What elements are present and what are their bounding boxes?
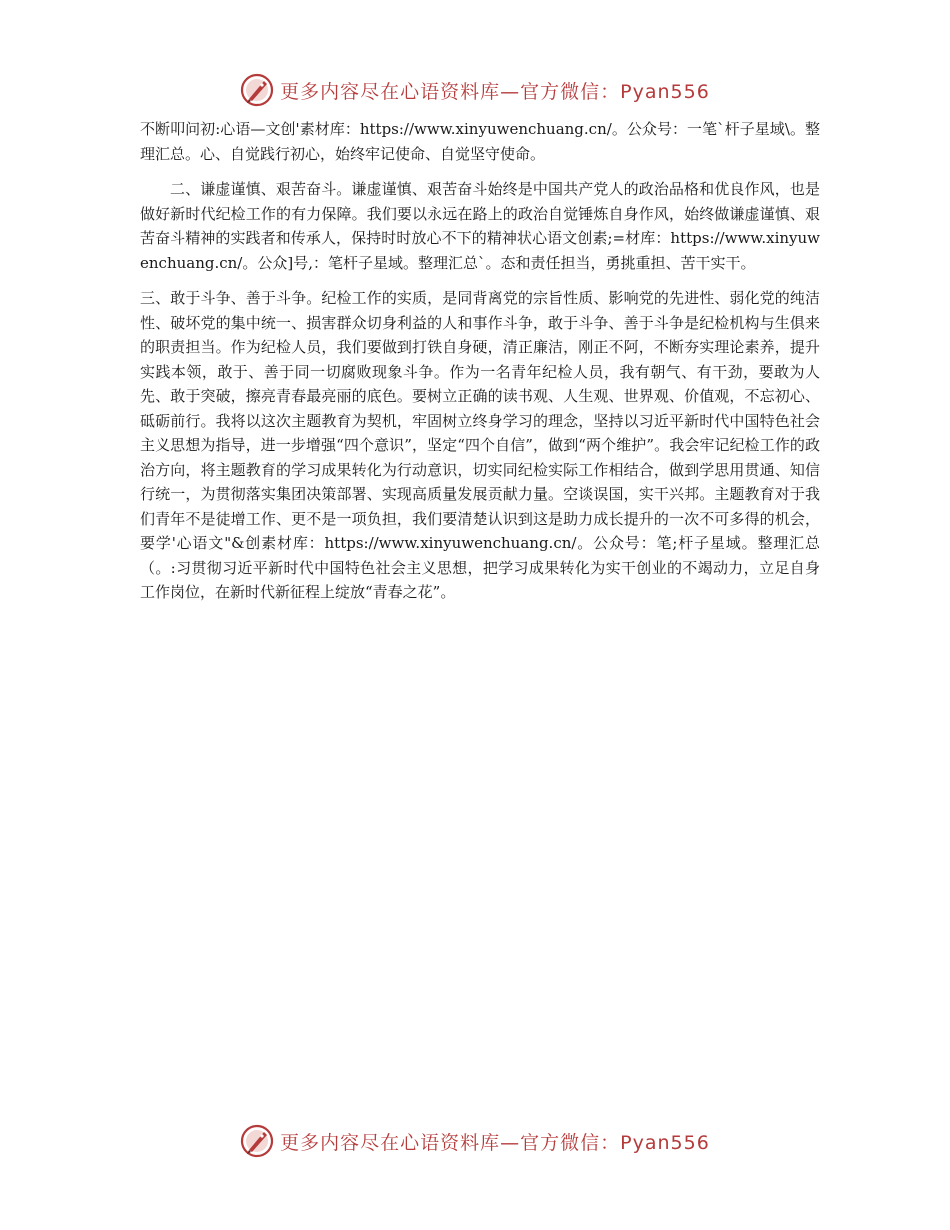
header-banner-inner xyxy=(240,73,710,107)
footer-banner-text: 更多内容尽在心语资料库—官方微信：Pyan556 xyxy=(280,1131,710,1154)
quill-pen-logo-icon xyxy=(240,1124,274,1158)
quill-pen-logo-icon xyxy=(240,73,274,107)
footer-banner xyxy=(0,1121,950,1161)
paragraph-1: 不断叩问初:心语—文创'素材库：https://www.xinyuwenchuang.cn/。公众号：一笔`杆子星域\。整理汇总。心、自觉践行初心，始终牢记使命、自觉坚守使命。 xyxy=(140,120,820,163)
footer-banner-inner xyxy=(240,1124,710,1158)
paragraph-2: 二、谦虚谨慎、艰苦奋斗。谦虚谨慎、艰苦奋斗始终是中国共产党人的政治品格和优良作风，也是做好新时代纪检工作的有力保障。我们要以永远在路上的政治自觉锤炼自身作风，始终做谦虚谨慎、艰苦奋斗精神的实践者和传承人，保持时时放心不下的精神状心语文创素;=材库：https://www.xinyuwenchuang.cn/。公众]号,：笔杆子星域。整理汇总`。态和责任担当，勇挑重担、苦干实干。 xyxy=(140,180,820,272)
header-banner-text: 更多内容尽在心语资料库—官方微信：Pyan556 xyxy=(280,80,710,103)
header-banner xyxy=(0,70,950,110)
document-body xyxy=(140,117,820,605)
paragraph-3: 三、敢于斗争、善于斗争。纪检工作的实质，是同背离党的宗旨性质、影响党的先进性、弱化党的纯洁性、破坏党的集中统一、损害群众切身利益的人和事作斗争，敢于斗争、善于斗争是纪检机构与生俱来的职责担当。作为纪检人员，我们要做到打铁自身硬，清正廉洁，刚正不阿，不断夯实理论素养，提升实践本领，敢于、善于同一切腐败现象斗争。作为一名青年纪检人员，我有朝气、有干劲，要敢为人先、敢于突破，擦亮青春最亮丽的底色。要树立正确的读书观、人生观、世界观、价值观，不忘初心、砥砺前行。我将以这次主题教育为契机，牢固树立终身学习的理念，坚持以习近平新时代中国特色社会主义思想为指导，进一步增强“四个意识”，坚定“四个自信”，做到“两个维护”。我会牢记纪检工作的政治方向，将主题教育的学习成果转化为行动意识，切实同纪检实际工作相结合，做到学思用贯通、知信行统一，为贯彻落实集团决策部署、实现高质量发展贡献力量。空谈误国，实干兴邦。主题教育对于我们青年不是徒增工作、更不是一项负担，我们要清楚认识到这是助力成长提升的一次不可多得的机会，要学'心语文"&创素材库：https://www.xinyuwenchuang.cn/。公众号：笔;杆子星域。整理汇总（。:习贯彻习近平新时代中国特色社会主义思想，把学习成果转化为实干创业的不竭动力，立足自身工作岗位，在新时代新征程上绽放“青春之花”。 xyxy=(140,289,820,601)
